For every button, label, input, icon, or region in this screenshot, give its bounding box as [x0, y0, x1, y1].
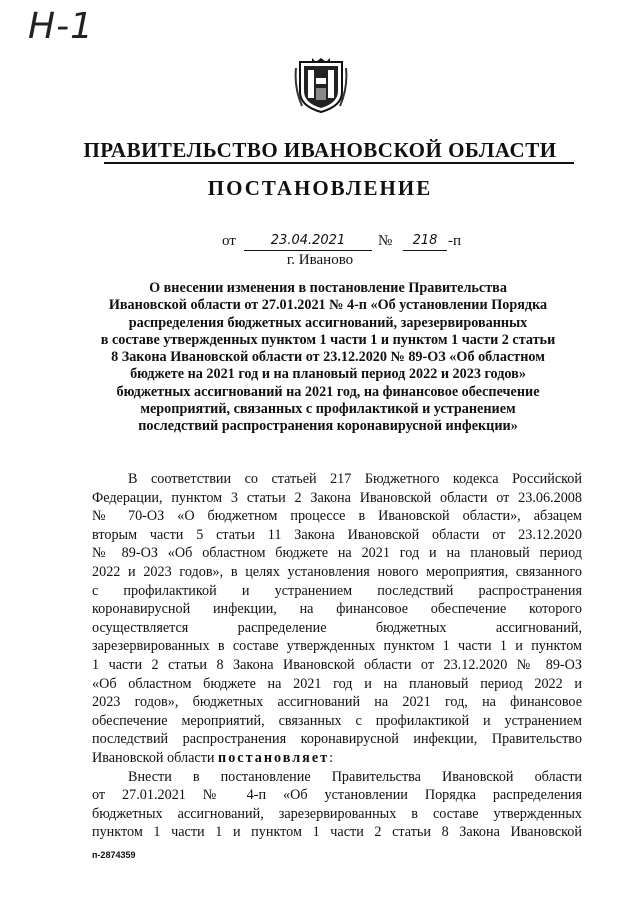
body-line: с профилактикой и устранением последствий распространения	[92, 582, 582, 599]
organization-title: ПРАВИТЕЛЬСТВО ИВАНОВСКОЙ ОБЛАСТИ	[83, 138, 557, 162]
body-line: В соответствии со статьей 217 Бюджетного кодекса Российской	[128, 471, 582, 487]
subject-line: О внесении изменения в постановление Правительства	[149, 280, 507, 296]
resolution-line	[92, 749, 582, 768]
coat-of-arms-icon	[294, 58, 348, 114]
handwritten-mark: Н-1	[28, 6, 94, 47]
document-type: ПОСТАНОВЛЕНИЕ	[207, 176, 433, 200]
subject-line: последствий распространения коронавирусной инфекции»	[138, 418, 518, 435]
document-subject	[96, 280, 560, 436]
city: г. Иваново	[286, 252, 354, 268]
number-underline	[403, 250, 447, 251]
number-suffix: -п	[448, 233, 462, 249]
subject-line: 8 Закона Ивановской области от 23.12.2020 № 89-ОЗ «Об областном	[111, 349, 545, 366]
subject-line: Ивановской области от 27.01.2021 № 4-п «Об установлении Порядка	[108, 297, 548, 314]
body-line: от 27.01.2021 № 4-п «Об установлении Порядка распределения	[92, 787, 582, 804]
date-number-row	[222, 233, 522, 253]
subject-line: бюджете на 2021 год и на плановый период 2022 и 2023 годов»	[130, 366, 526, 383]
body-line: зарезервированных в составе утвержденных пунктом 1 части 1 и пунктом	[92, 638, 582, 655]
footer-code: п-2874359	[92, 850, 136, 860]
body-line: 2022 и 2023 годов», в целях установления нового мероприятия, связанного	[92, 563, 582, 580]
body-line: последствий распространения коронавирусной инфекции, Правительство	[92, 731, 582, 748]
subject-line: в составе утвержденных пунктом 1 части 1 и пунктом 1 части 2 статьи	[100, 331, 556, 348]
subject-line: распределения бюджетных ассигнований, зарезервированных	[128, 314, 528, 331]
body-line: № 89-ОЗ «Об областном бюджете на 2021 год и на плановый период	[92, 545, 582, 562]
number-prefix: №	[378, 233, 393, 249]
body-line: осуществляется распределение бюджетных ассигнований,	[92, 619, 582, 636]
date-value: 23.04.2021	[270, 233, 346, 248]
resolution-prefix: Ивановской области	[92, 749, 219, 766]
body-line: пунктом 1 части 1 и пунктом 1 части 2 статьи 8 Закона Ивановской	[92, 824, 582, 841]
document-body	[92, 470, 582, 842]
body-line: Федерации, пунктом 3 статьи 2 Закона Ивановской области от 23.06.2008	[92, 489, 582, 506]
body-line: бюджетных ассигнований, зарезервированных в составе утвержденных	[92, 805, 582, 822]
subject-line: бюджетных ассигнований на 2021 год, на финансовое обеспечение	[116, 383, 540, 400]
resolution-suffix: :	[329, 749, 334, 766]
body-line: 2023 годов», бюджетных ассигнований на 2021 год, на финансовое	[92, 694, 582, 711]
title-underline	[104, 162, 574, 164]
body-line: № 70-ОЗ «О бюджетном процессе в Ивановской области», абзацем	[92, 508, 582, 525]
resolution-keyword: постановляет	[218, 749, 330, 766]
body-line: вторым части 5 статьи 11 Закона Ивановской области от 23.12.2020	[92, 526, 582, 543]
body-line: Внести в постановление Правительства Ивановской области	[128, 768, 582, 785]
body-line: коронавирусной инфекции, на финансовое обеспечение которого	[92, 601, 582, 618]
body-line: «Об областном бюджете на 2021 год и на плановый период 2022 и	[92, 675, 582, 692]
body-line: обеспечение мероприятий, связанных с профилактикой и устранением	[92, 712, 582, 729]
subject-line: мероприятий, связанных с профилактикой и устранением	[140, 401, 516, 418]
body-line: 1 части 2 статьи 8 Закона Ивановской области от 23.12.2020 № 89-ОЗ	[92, 656, 582, 673]
date-underline	[244, 250, 372, 251]
number-value: 218	[412, 233, 438, 248]
date-prefix: от	[222, 233, 236, 249]
